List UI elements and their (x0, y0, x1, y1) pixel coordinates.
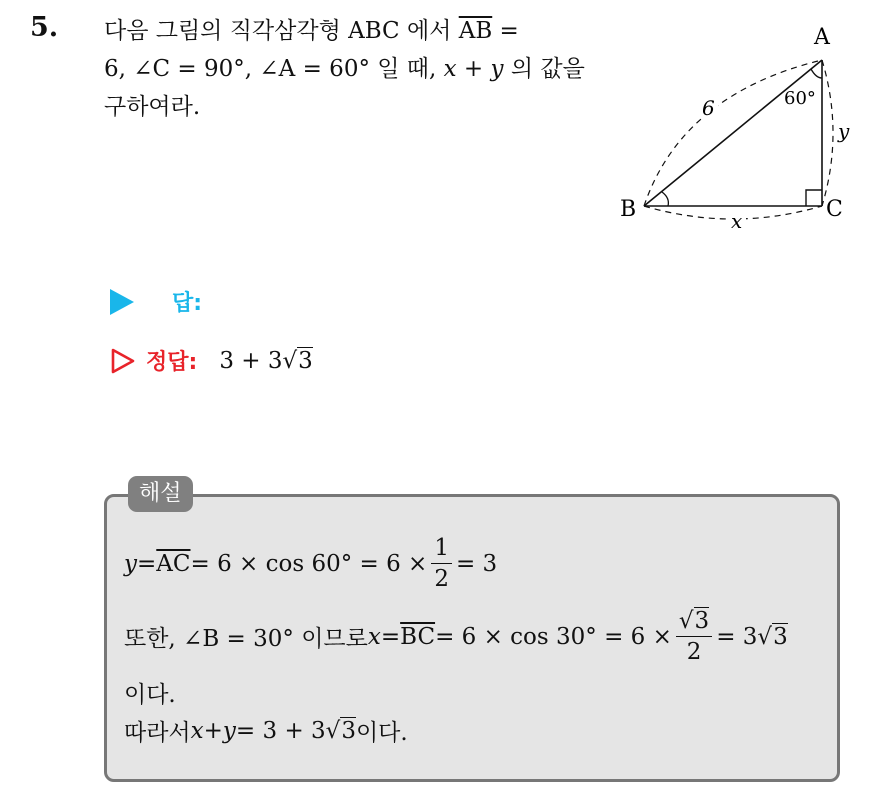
expl-line-2-calc: = 6 × cos 30° = 6 × (435, 623, 672, 650)
sqrt-symbol: √3 (678, 608, 710, 634)
segment-bc: $\overline{BC}$ (400, 623, 436, 650)
correct-answer-label: 정답: (146, 350, 198, 375)
sqrt-radicand: 3 (694, 608, 710, 634)
question-line-2 (104, 50, 604, 88)
expl-line-4-calc: = 3 + 3 (235, 717, 326, 744)
side-ab (644, 60, 822, 206)
fraction-numerator: 1 (431, 535, 452, 564)
question-number: 5. (30, 12, 59, 43)
vertex-a-label: A (814, 25, 830, 50)
question-line-1 (104, 12, 604, 50)
question-line-3: 구하여라. (104, 94, 201, 120)
outline-triangle-icon (110, 347, 136, 375)
var-x: x (443, 56, 457, 82)
angle-arc-b (662, 192, 668, 206)
correct-value-prefix: 3 + 3 (219, 347, 283, 374)
plus-sign: + (456, 56, 491, 82)
expl-line-4-tail: 이다. (355, 720, 408, 746)
question-line-2-tail: 의 값을 (503, 56, 585, 82)
expl-var-y: y (222, 717, 236, 744)
brace-ac (822, 60, 833, 206)
fraction-denominator: 2 (686, 639, 702, 665)
expl-line-4-text: 따라서 (124, 720, 191, 746)
angle-a-label: 60° (784, 88, 816, 109)
fraction-one-half (431, 535, 452, 592)
expl-var-y: y (124, 550, 137, 577)
side-x-label: x (731, 209, 743, 233)
expl-line-2-text: 또한, ∠B = 30° 이므로 (124, 626, 368, 652)
segment-ab: $\overline{AB}$ (458, 18, 493, 44)
explanation-line-2 (124, 608, 788, 665)
vertex-c-label: C (826, 197, 843, 222)
fraction-root3-over-2 (676, 608, 712, 665)
sqrt-radicand: 3 (298, 347, 313, 374)
answer-label: 답: (172, 291, 203, 316)
segment-ac: $\overline{AC}$ (156, 550, 191, 577)
question-line-1-equals: = (492, 18, 519, 44)
expl-equals: = (137, 550, 157, 577)
sqrt-radicand: 3 (773, 623, 788, 650)
sqrt-symbol: √3 (757, 623, 788, 650)
answer-row (110, 286, 202, 317)
right-angle-mark (806, 190, 822, 206)
triangle-figure (612, 20, 872, 240)
fraction-denominator: 2 (434, 566, 449, 592)
question-line-1-text: 다음 그림의 직각삼각형 ABC 에서 (104, 18, 459, 44)
explanation-line-3: 이다. (124, 682, 176, 708)
hypotenuse-label: 6 (702, 96, 715, 120)
correct-answer-value (219, 348, 312, 374)
var-y: y (490, 56, 504, 82)
sqrt-radicand: 3 (341, 717, 356, 744)
expl-var-x: x (367, 623, 381, 650)
sqrt-symbol: √3 (282, 347, 313, 374)
fraction-numerator-root (676, 608, 712, 637)
expl-equals-2: = (380, 623, 401, 650)
plus-sign: + (203, 717, 223, 744)
explanation-line-1 (124, 535, 497, 592)
vertex-b-label: B (620, 197, 637, 222)
sqrt-symbol: √3 (325, 717, 356, 744)
play-triangle-icon (110, 289, 134, 315)
expl-var-x: x (190, 717, 204, 744)
question-text (104, 12, 604, 126)
expl-line-1-calc: = 6 × cos 60° = 6 × (190, 550, 428, 577)
explanation-line-4 (124, 714, 408, 747)
angle-arc-a (811, 69, 822, 78)
expl-line-1-result: = 3 (455, 550, 498, 577)
question-line-2-text: 6, ∠C = 90°, ∠A = 60° 일 때, (104, 56, 444, 82)
side-y-label: y (838, 119, 850, 143)
explanation-tab: 해설 (128, 476, 193, 512)
correct-answer-row (110, 345, 313, 376)
expl-line-2-result: = 3 (716, 623, 758, 650)
